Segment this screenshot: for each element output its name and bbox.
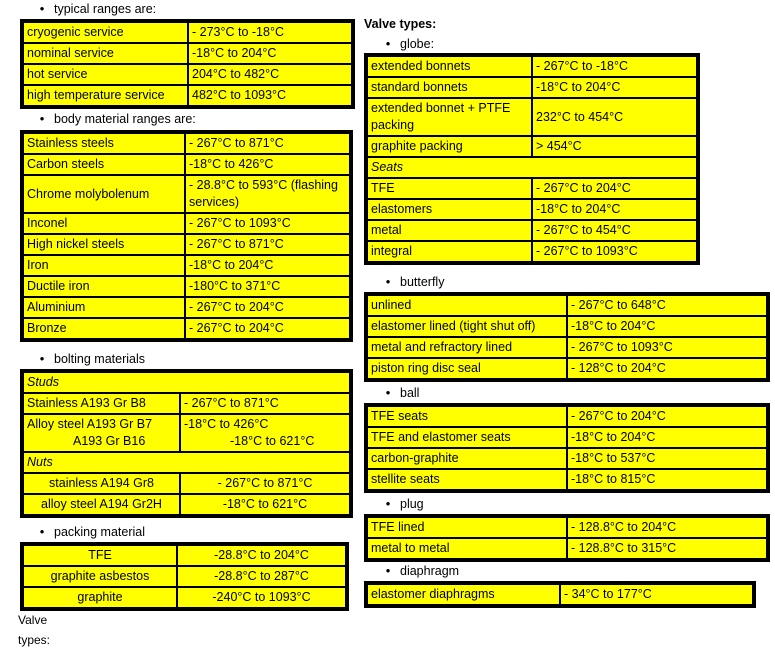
temperature-range: - 267°C to 454°C bbox=[532, 220, 697, 241]
temperature-range: 482°C to 1093°C bbox=[188, 85, 352, 106]
temperature-range: - 267°C to 871°C bbox=[185, 133, 350, 154]
body-material-table bbox=[20, 130, 353, 342]
material-name: TFE bbox=[367, 178, 532, 199]
butterfly-table bbox=[364, 292, 770, 382]
temperature-range: -18°C to 204°C bbox=[185, 255, 350, 276]
temperature-range: - 267°C to 1093°C bbox=[532, 241, 697, 262]
material-name: TFE lined bbox=[367, 517, 567, 538]
valve-types-title: Valve types: bbox=[364, 17, 437, 31]
table-row bbox=[23, 22, 352, 43]
packing-material-table bbox=[20, 542, 349, 611]
temperature-range: -18°C to 204°C bbox=[567, 316, 767, 337]
temperature-range: - 267°C to 204°C bbox=[532, 178, 697, 199]
material-name: Bronze bbox=[23, 318, 185, 339]
table-row bbox=[367, 517, 767, 538]
temperature-range: -18°C to 426°C bbox=[185, 154, 350, 175]
material-name: High nickel steels bbox=[23, 234, 185, 255]
table-row bbox=[367, 406, 767, 427]
material-name: graphite bbox=[23, 587, 177, 608]
material-name: nominal service bbox=[23, 43, 188, 64]
table-row bbox=[367, 136, 697, 157]
table-row bbox=[367, 469, 767, 490]
globe-heading: • globe: bbox=[376, 36, 434, 52]
bolting-materials-table bbox=[20, 369, 353, 518]
temperature-range: -18°C to 204°C bbox=[532, 199, 697, 220]
material-name: integral bbox=[367, 241, 532, 262]
material-name: metal and refractory lined bbox=[367, 337, 567, 358]
table-row bbox=[23, 587, 346, 608]
diaphragm-heading: • diaphragm bbox=[376, 563, 459, 579]
temperature-range: 204°C to 482°C bbox=[188, 64, 352, 85]
table-row bbox=[367, 56, 697, 77]
table-row bbox=[23, 494, 350, 515]
temperature-range: - 267°C to 1093°C bbox=[567, 337, 767, 358]
table-row bbox=[367, 98, 697, 136]
temperature-range: - 267°C to 871°C bbox=[185, 234, 350, 255]
material-name: Carbon steels bbox=[23, 154, 185, 175]
table-row bbox=[23, 154, 350, 175]
diaphragm-table bbox=[364, 581, 756, 608]
material-name: carbon-graphite bbox=[367, 448, 567, 469]
bolting-materials-heading: • bolting materials bbox=[30, 351, 145, 367]
bullet-icon: • bbox=[39, 524, 45, 539]
temperature-range: - 267°C to 204°C bbox=[185, 297, 350, 318]
material-name: Alloy steel A193 Gr B7 A193 Gr B16 bbox=[23, 414, 180, 452]
bullet-icon: • bbox=[385, 274, 391, 289]
material-name: unlined bbox=[367, 295, 567, 316]
studs-label: Studs bbox=[23, 372, 350, 393]
table-row bbox=[23, 297, 350, 318]
bullet-icon: • bbox=[39, 111, 45, 126]
material-name: elastomer diaphragms bbox=[367, 584, 560, 605]
table-row bbox=[367, 337, 767, 358]
material-name: cryogenic service bbox=[23, 22, 188, 43]
plug-heading: • plug bbox=[376, 496, 424, 512]
table-row bbox=[367, 448, 767, 469]
material-name: Stainless steels bbox=[23, 133, 185, 154]
table-row bbox=[367, 538, 767, 559]
temperature-range: -28.8°C to 204°C bbox=[177, 545, 346, 566]
table-row bbox=[367, 220, 697, 241]
bullet-icon: • bbox=[385, 385, 391, 400]
table-row bbox=[367, 295, 767, 316]
material-name: extended bonnets bbox=[367, 56, 532, 77]
material-name: Inconel bbox=[23, 213, 185, 234]
bullet-icon: • bbox=[385, 496, 391, 511]
material-name: extended bonnet + PTFE packing bbox=[367, 98, 532, 136]
bullet-icon: • bbox=[39, 351, 45, 366]
ball-heading: • ball bbox=[376, 385, 419, 401]
material-name: metal to metal bbox=[367, 538, 567, 559]
temperature-range: -18°C to 537°C bbox=[567, 448, 767, 469]
butterfly-heading: • butterfly bbox=[376, 274, 444, 290]
packing-material-heading: • packing material bbox=[30, 524, 145, 540]
table-row bbox=[367, 584, 753, 605]
bullet-icon: • bbox=[385, 563, 391, 578]
material-name: Chrome molybolenum bbox=[23, 175, 185, 213]
temperature-range: -18°C to 204°C bbox=[532, 77, 697, 98]
temperature-range: - 267°C to 1093°C bbox=[185, 213, 350, 234]
material-name: stellite seats bbox=[367, 469, 567, 490]
table-row bbox=[23, 255, 350, 276]
table-row bbox=[23, 318, 350, 339]
material-name: Iron bbox=[23, 255, 185, 276]
material-name: standard bonnets bbox=[367, 77, 532, 98]
temperature-range: - 267°C to 204°C bbox=[567, 406, 767, 427]
temperature-range: > 454°C bbox=[532, 136, 697, 157]
temperature-range: - 267°C to 871°C bbox=[180, 473, 350, 494]
table-row bbox=[367, 199, 697, 220]
material-name: TFE seats bbox=[367, 406, 567, 427]
plug-table bbox=[364, 514, 770, 562]
material-name: stainless A194 Gr8 bbox=[23, 473, 180, 494]
body-material-heading: • body material ranges are: bbox=[30, 111, 196, 127]
seats-label: Seats bbox=[367, 157, 697, 178]
table-row bbox=[23, 234, 350, 255]
material-name: Stainless A193 Gr B8 bbox=[23, 393, 180, 414]
table-row bbox=[23, 213, 350, 234]
temperature-range: - 128°C to 204°C bbox=[567, 358, 767, 379]
table-row bbox=[23, 276, 350, 297]
material-name: TFE bbox=[23, 545, 177, 566]
temperature-range: - 28.8°C to 593°C (flashing services) bbox=[185, 175, 350, 213]
temperature-range: -18°C to 621°C bbox=[180, 494, 350, 515]
cut-off-heading: Valve types: bbox=[18, 613, 51, 647]
temperature-range: - 34°C to 177°C bbox=[560, 584, 753, 605]
temperature-range: -18°C to 204°C bbox=[188, 43, 352, 64]
temperature-range: -18°C to 815°C bbox=[567, 469, 767, 490]
material-name: Aluminium bbox=[23, 297, 185, 318]
table-row bbox=[367, 427, 767, 448]
temperature-range: - 267°C to 648°C bbox=[567, 295, 767, 316]
temperature-range: -240°C to 1093°C bbox=[177, 587, 346, 608]
table-row bbox=[23, 566, 346, 587]
temperature-range: - 267°C to 204°C bbox=[185, 318, 350, 339]
material-name: graphite asbestos bbox=[23, 566, 177, 587]
material-name: alloy steel A194 Gr2H bbox=[23, 494, 180, 515]
table-row bbox=[23, 64, 352, 85]
temperature-range: -18°C to 426°C -18°C to 621°C bbox=[180, 414, 350, 452]
material-name: elastomers bbox=[367, 199, 532, 220]
temperature-range: - 128.8°C to 315°C bbox=[567, 538, 767, 559]
material-name: hot service bbox=[23, 64, 188, 85]
temperature-range: - 128.8°C to 204°C bbox=[567, 517, 767, 538]
typical-ranges-heading: • typical ranges are: bbox=[30, 1, 156, 17]
table-row bbox=[367, 178, 697, 199]
table-row bbox=[23, 473, 350, 494]
material-name: high temperature service bbox=[23, 85, 188, 106]
temperature-range: -28.8°C to 287°C bbox=[177, 566, 346, 587]
nuts-label: Nuts bbox=[23, 452, 350, 473]
temperature-range: - 273°C to -18°C bbox=[188, 22, 352, 43]
table-row bbox=[23, 43, 352, 64]
table-row bbox=[23, 133, 350, 154]
bullet-icon: • bbox=[385, 36, 391, 51]
temperature-range: -180°C to 371°C bbox=[185, 276, 350, 297]
temperature-range: 232°C to 454°C bbox=[532, 98, 697, 136]
material-name: metal bbox=[367, 220, 532, 241]
table-row bbox=[23, 545, 346, 566]
material-name: elastomer lined (tight shut off) bbox=[367, 316, 567, 337]
temperature-range: -18°C to 204°C bbox=[567, 427, 767, 448]
ball-table bbox=[364, 403, 770, 493]
temperature-range: - 267°C to -18°C bbox=[532, 56, 697, 77]
material-name: TFE and elastomer seats bbox=[367, 427, 567, 448]
table-row bbox=[367, 241, 697, 262]
table-row bbox=[367, 316, 767, 337]
table-row bbox=[367, 77, 697, 98]
table-row bbox=[367, 358, 767, 379]
table-row bbox=[23, 175, 350, 213]
bullet-icon: • bbox=[39, 1, 45, 16]
material-name: Ductile iron bbox=[23, 276, 185, 297]
globe-table bbox=[364, 53, 700, 265]
material-name: graphite packing bbox=[367, 136, 532, 157]
typical-ranges-table bbox=[20, 19, 355, 109]
material-name: piston ring disc seal bbox=[367, 358, 567, 379]
table-row bbox=[23, 85, 352, 106]
temperature-range: - 267°C to 871°C bbox=[180, 393, 350, 414]
